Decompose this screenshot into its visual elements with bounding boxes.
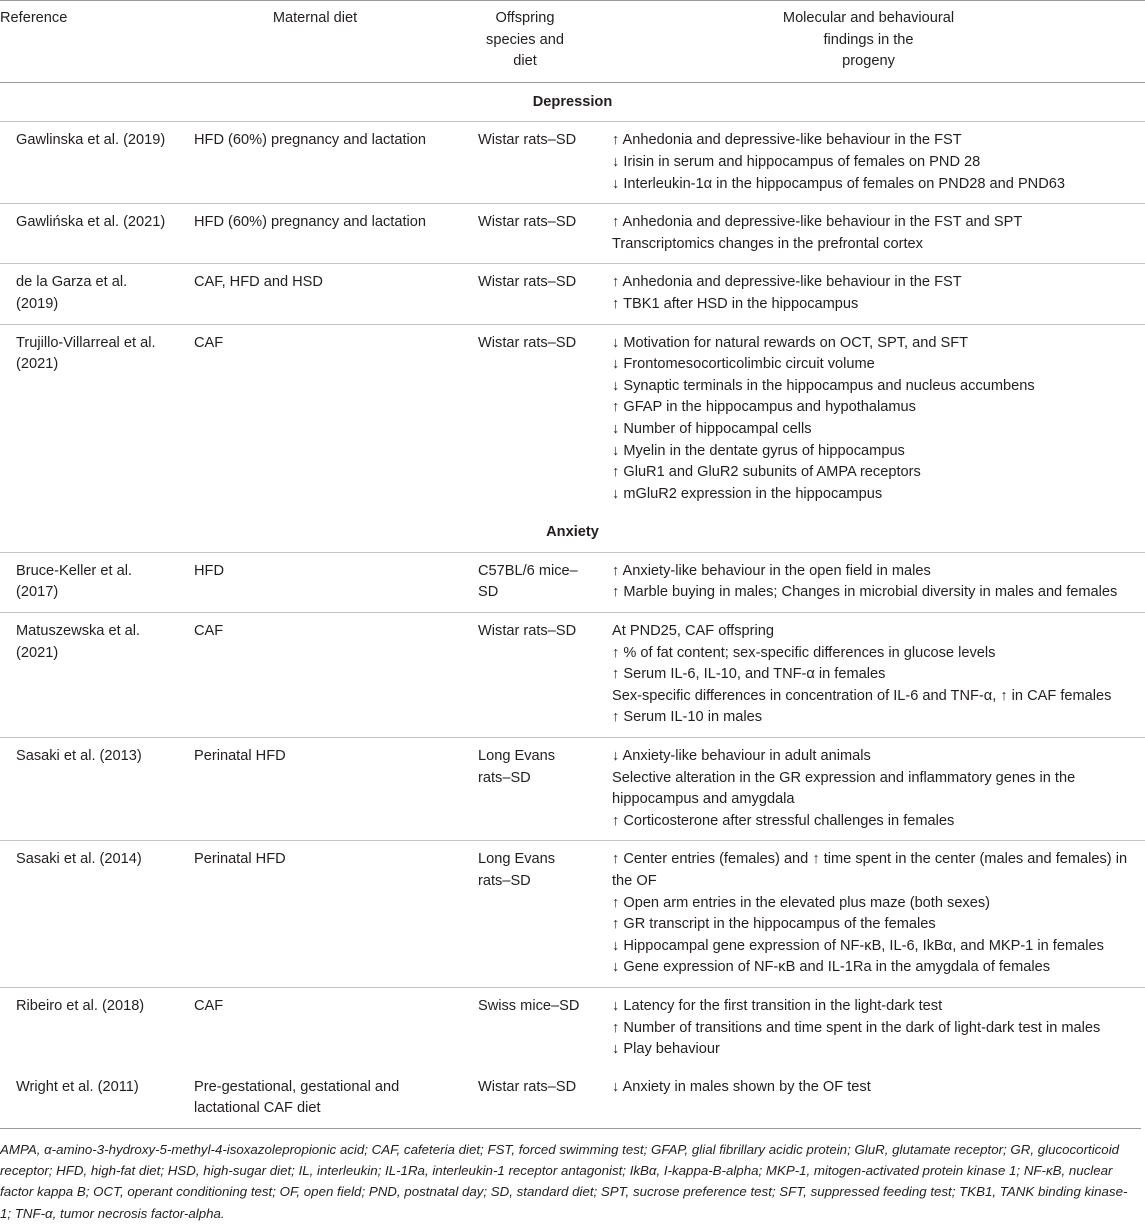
cell-offspring-species: Wistar rats–SD [458,204,592,264]
cell-offspring-species: Swiss mice–SD [478,997,580,1014]
header-maternal-diet: Maternal diet [272,10,358,26]
cell-maternal-diet: Perinatal HFD [172,738,458,841]
cell-reference: Sasaki et al. (2013) [0,738,172,841]
header-offspring-line: species and [486,31,564,48]
table-row [0,122,1145,204]
cell-reference: Trujillo-Villarreal et al. (2021) [16,334,156,373]
finding-line: ↑ Center entries (females) and ↑ time spent in the center (males and females) in [612,851,1128,868]
finding-line: the OF [612,873,657,889]
cell-findings [592,264,1145,324]
cell-maternal-diet: CAF [172,613,458,738]
finding-line: ↑ Anhedonia and depressive-like behaviour in the FST [612,132,962,149]
table-body [0,82,1145,1128]
cell-offspring-species: Wistar rats–SD [478,334,577,351]
finding-line: ↓ Anxiety-like behaviour in adult animals [612,748,871,765]
cell-findings [592,324,1145,513]
finding-line: ↓ mGluR2 expression in the hippocampus [612,485,883,502]
cell-findings [592,738,1145,841]
finding-line: ↓ Gene expression of NF-κB and IL-1Ra in the amygdala of females [612,959,1051,976]
finding-line: ↑ Anxiety-like behaviour in the open field in males [612,562,931,579]
cell-offspring-species: C57BL/6 mice–SD [458,552,592,612]
header-findings-line: Molecular and behavioural [782,10,955,26]
finding-line: ↑ Serum IL-6, IL-10, and TNF-α in females [612,666,886,683]
cell-offspring-species: Wistar rats–SD [458,122,592,204]
cell-reference: de la Garza et al. (2019) [0,264,172,324]
cell-offspring-species: Long Evans rats–SD [458,841,592,988]
finding-line: Transcriptomics changes in the prefrontal cortex [612,235,923,252]
header-findings-line: findings in the [823,31,914,48]
cell-findings [592,122,1145,204]
finding-line: ↓ Number of hippocampal cells [612,420,812,437]
cell-offspring-species: Wistar rats–SD [478,1078,577,1095]
finding-line: hippocampus and amygdala [612,791,795,808]
table-row [0,264,1145,324]
table-header [0,1,1145,83]
cell-findings [592,1069,1145,1128]
table-row [0,324,1145,513]
cell-maternal-diet: HFD (60%) pregnancy and lactation [172,204,458,264]
header-offspring-line: Offspring [495,10,555,26]
finding-line: ↓ Myelin in the dentate gyrus of hippocampus [612,442,905,459]
section-title: Depression [0,82,1145,122]
cell-offspring-species: Long Evans rats–SD [458,738,592,841]
header-offspring-line: diet [513,53,537,70]
cell-maternal-diet: Pre-gestational, gestational and lactational CAF diet [194,1078,400,1117]
cell-maternal-diet: HFD (60%) pregnancy and lactation [172,122,458,204]
section-row [0,82,1145,122]
cell-maternal-diet: CAF, HFD and HSD [172,264,458,324]
header-offspring [458,1,592,83]
finding-line: ↑ GFAP in the hippocampus and hypothalamus [612,399,916,416]
header-findings-line: progeny [842,53,895,70]
finding-line: ↓ Play behaviour [612,1041,720,1058]
finding-line: ↓ Irisin in serum and hippocampus of females on PND 28 [612,153,981,170]
finding-line: ↓ Anxiety in males shown by the OF test [612,1078,871,1095]
finding-line: ↑ Anhedonia and depressive-like behaviour in the FST [612,274,962,291]
table-row [0,1069,1145,1128]
cell-findings [592,613,1145,738]
cell-reference: Wright et al. (2011) [16,1078,139,1095]
finding-line: ↑ GR transcript in the hippocampus of the females [612,916,936,933]
table-row [0,204,1145,264]
cell-maternal-diet: HFD [172,552,458,612]
finding-line: ↑ TBK1 after HSD in the hippocampus [612,295,859,312]
finding-line: ↓ Frontomesocorticolimbic circuit volume [612,356,875,373]
cell-maternal-diet: CAF [194,334,224,351]
cell-reference: Gawlinska et al. (2019) [0,122,172,204]
finding-line: ↑ Open arm entries in the elevated plus maze (both sexes) [612,894,991,911]
finding-line: ↑ Marble buying in males; Changes in microbial diversity in males and females [612,584,1118,601]
finding-line: ↓ Hippocampal gene expression of NF-κB, IL-6, IkBα, and MKP-1 in females [612,937,1104,954]
finding-line: At PND25, CAF offspring [612,623,774,640]
finding-line: ↑ Serum IL-10 in males [612,709,763,726]
finding-line: ↓ Latency for the first transition in the light-dark test [612,997,943,1014]
cell-maternal-diet: CAF [194,997,224,1014]
finding-line: ↑ % of fat content; sex-specific differences in glucose levels [612,644,996,661]
finding-line: Sex-specific differences in concentration of IL-6 and TNF-α, ↑ in CAF females [612,687,1112,704]
table-row [0,841,1145,988]
table-row [0,552,1145,612]
header-findings [592,1,1145,83]
finding-line: ↓ Motivation for natural rewards on OCT, SPT, and SFT [612,334,969,351]
cell-reference: Ribeiro et al. (2018) [16,997,145,1014]
cell-offspring-species: Wistar rats–SD [458,613,592,738]
cell-maternal-diet: Perinatal HFD [172,841,458,988]
cell-reference: Sasaki et al. (2014) [0,841,172,988]
cell-reference: Matuszewska et al. (2021) [0,613,172,738]
finding-line: ↓ Synaptic terminals in the hippocampus and nucleus accumbens [612,377,1035,394]
finding-line: Selective alteration in the GR expression and inflammatory genes in the [612,769,1076,786]
finding-line: ↓ Interleukin-1α in the hippocampus of females on PND28 and PND63 [612,175,1065,192]
finding-line: ↑ Number of transitions and time spent in the dark of light-dark test in males [612,1019,1101,1036]
table-row [0,613,1145,738]
section-row [0,513,1145,552]
cell-reference: Gawlińska et al. (2021) [0,204,172,264]
header-reference: Reference [0,10,68,26]
section-title: Anxiety [0,513,1145,552]
cell-findings [592,841,1145,988]
table-row [0,738,1145,841]
cell-reference: Bruce-Keller et al. (2017) [0,552,172,612]
finding-line: ↑ GluR1 and GluR2 subunits of AMPA receptors [612,464,921,481]
cell-findings [592,204,1145,264]
cell-findings [592,552,1145,612]
table-row [0,987,1145,1068]
cell-findings [592,987,1145,1068]
cell-offspring-species: Wistar rats–SD [458,264,592,324]
abbreviations-footnote: AMPA, α-amino-3-hydroxy-5-methyl-4-isoxazolepropionic acid; CAF, cafeteria diet; FST, forced swimming test; GFAP, glial fibrillary acidic protein; GluR, glutamate receptor; GR, glucocorticoid receptor; HFD, high-fat diet; HSD, high-sugar diet; IL, interleukin; IL-1Ra, interleukin-1 receptor antagonist; IkBα, I-kappa-B-alpha; MKP-1, mitogen-activated protein kinase 1; NF-κB, nuclear factor kappa B; OCT, operant conditioning test; OF, open field; PND, postnatal day; SD, standard diet; SPT, sucrose preference test; SFT, suppressed feeding test; TKB1, TANK binding kinase-1; TNF-α, tumor necrosis factor-alpha. [0,1128,1141,1224]
finding-line: ↑ Corticosterone after stressful challenges in females [612,812,955,829]
finding-line: ↑ Anhedonia and depressive-like behaviour in the FST and SPT [612,214,1023,231]
